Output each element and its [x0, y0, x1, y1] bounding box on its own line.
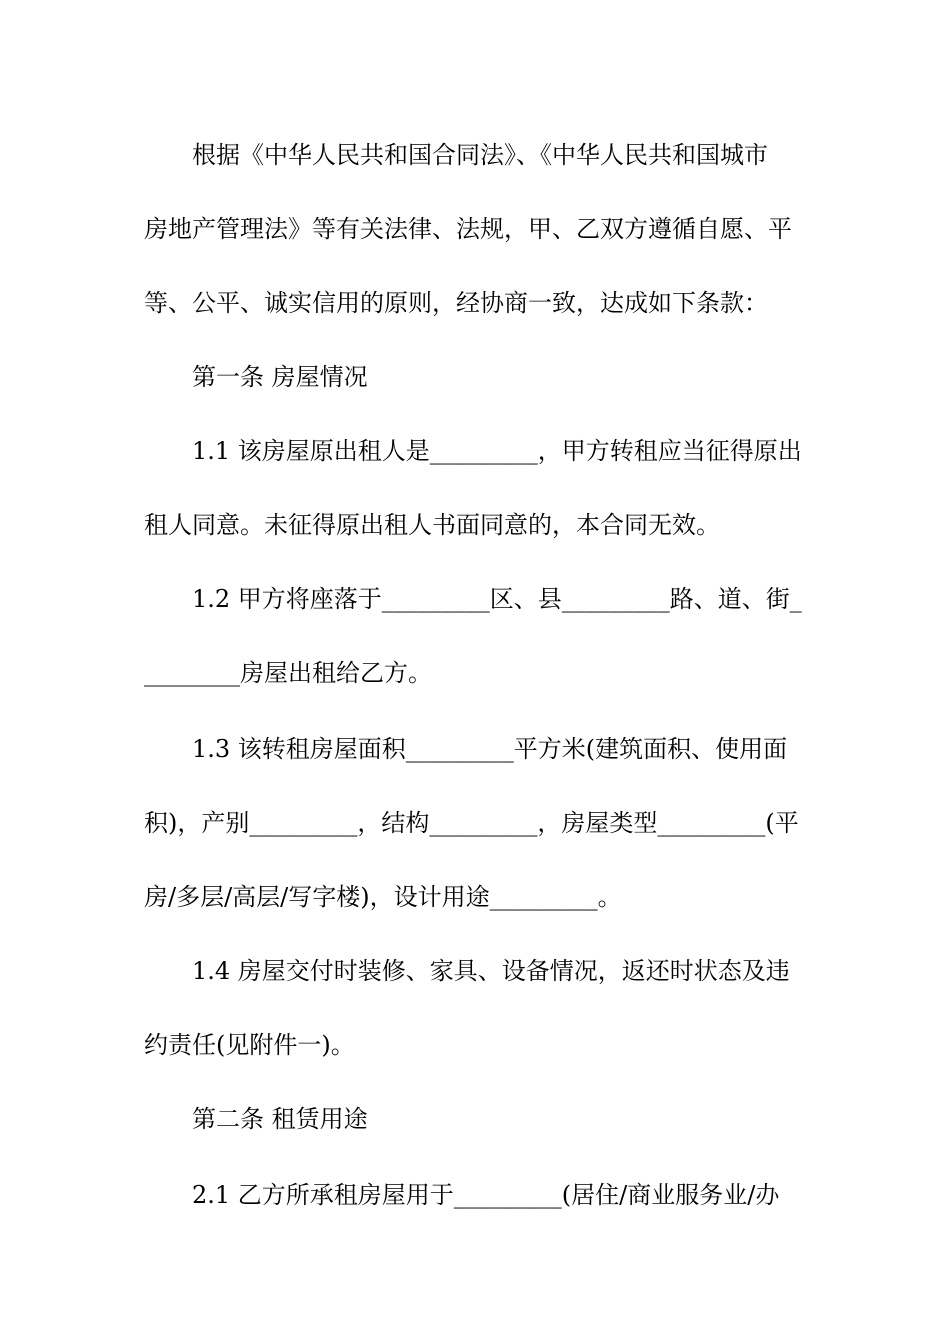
clause-1-3-line-3: 房/多层/高层/写字楼)，设计用途_________。: [144, 883, 622, 911]
clause-1-4-line-2: 约责任(见附件一)。: [144, 1031, 355, 1059]
clause-1-2-line-2: ________房屋出租给乙方。: [144, 659, 432, 687]
clause-1-3-line-1: 1.3 该转租房屋面积_________平方米(建筑面积、使用面: [192, 735, 788, 763]
clause-1-1-line-1: 1.1 该房屋原出租人是_________，甲方转租应当征得原出: [192, 437, 802, 465]
preamble-line-3: 等、公平、诚实信用的原则，经协商一致，达成如下条款：: [144, 289, 768, 317]
clause-1-1-line-2: 租人同意。未征得原出租人书面同意的，本合同无效。: [144, 511, 720, 539]
clause-1-2-line-1: 1.2 甲方将座落于_________区、县_________路、道、街_: [192, 585, 802, 613]
clause-1-3-line-2: 积)，产别_________，结构_________，房屋类型_________(平: [144, 809, 799, 837]
article-2-heading: 第二条 租赁用途: [192, 1105, 368, 1133]
clause-1-4-line-1: 1.4 房屋交付时装修、家具、设备情况，返还时状态及违: [192, 957, 790, 985]
preamble-line-2: 房地产管理法》等有关法律、法规，甲、乙双方遵循自愿、平: [144, 215, 792, 243]
article-1-heading: 第一条 房屋情况: [192, 363, 368, 391]
preamble-line-1: 根据《中华人民共和国合同法》、《中华人民共和国城市: [192, 141, 768, 169]
clause-2-1-line-1: 2.1 乙方所承租房屋用于_________(居住/商业服务业/办: [192, 1181, 780, 1209]
